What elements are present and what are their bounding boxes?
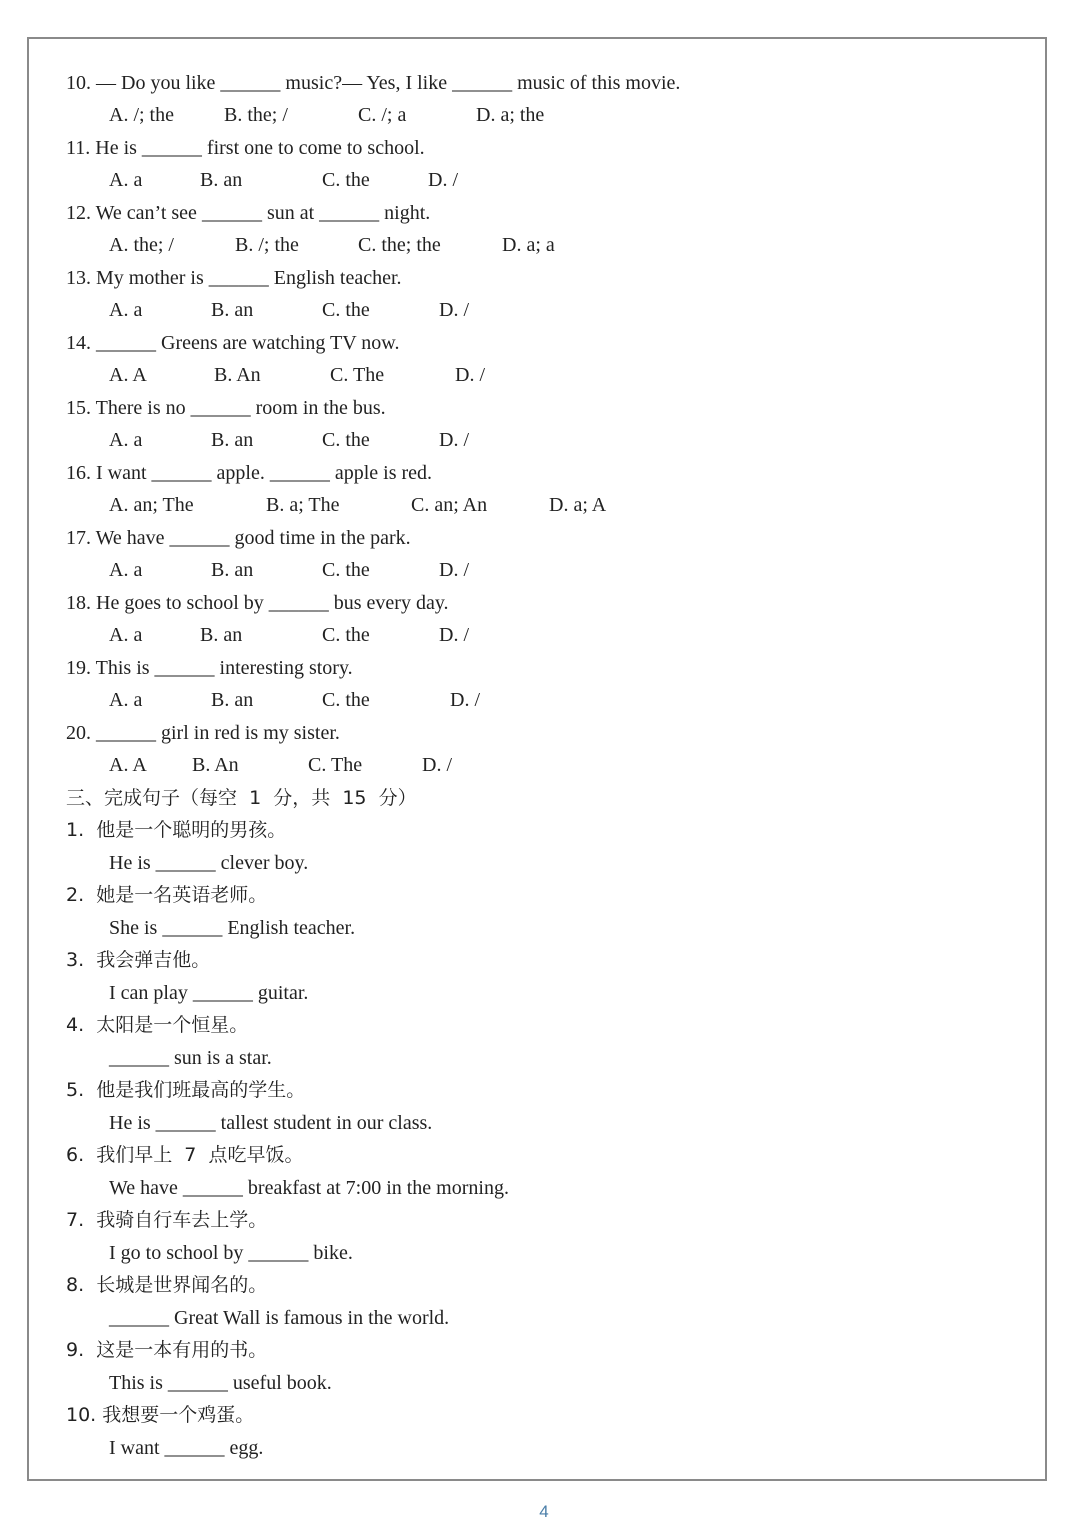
question-13-stem: 13. My mother is ______ English teacher. — [66, 267, 402, 289]
question-17-option-d: D. / — [439, 559, 469, 581]
question-19-option-b: B. an — [211, 689, 254, 711]
question-11-stem: 11. He is ______ first one to come to school. — [66, 137, 425, 159]
sentence-8-chinese: 8. 长城是世界闻名的。 — [66, 1274, 268, 1296]
question-10-option-c: C. /; a — [358, 104, 407, 126]
sentence-3-english: I can play ______ guitar. — [109, 982, 309, 1004]
question-17-stem: 17. We have ______ good time in the park. — [66, 527, 411, 549]
page-number: 4 — [539, 1502, 549, 1521]
question-10-option-a: A. /; the — [109, 104, 174, 126]
question-18-option-c: C. the — [322, 624, 370, 646]
sentence-10-english: I want ______ egg. — [109, 1437, 264, 1459]
sentence-1-english: He is ______ clever boy. — [109, 852, 309, 874]
question-15-option-c: C. the — [322, 429, 370, 451]
sentence-4-english: ______ sun is a star. — [109, 1047, 272, 1069]
question-15-option-b: B. an — [211, 429, 254, 451]
question-20-stem: 20. ______ girl in red is my sister. — [66, 722, 340, 744]
question-13-option-c: C. the — [322, 299, 370, 321]
question-12-option-a: A. the; / — [109, 234, 174, 256]
question-16-stem: 16. I want ______ apple. ______ apple is red. — [66, 462, 433, 484]
question-17-option-b: B. an — [211, 559, 254, 581]
question-14-option-d: D. / — [455, 364, 485, 386]
sentence-1-chinese: 1. 他是一个聪明的男孩。 — [66, 819, 287, 841]
question-18-stem: 18. He goes to school by ______ bus every day. — [66, 592, 449, 614]
sentence-9-chinese: 9. 这是一本有用的书。 — [66, 1339, 268, 1361]
sentence-4-chinese: 4. 太阳是一个恒星。 — [66, 1014, 249, 1036]
sentence-9-english: This is ______ useful book. — [109, 1372, 332, 1394]
sentence-2-chinese: 2. 她是一名英语老师。 — [66, 884, 268, 906]
question-14-option-b: B. An — [214, 364, 261, 386]
question-13-option-d: D. / — [439, 299, 469, 321]
question-17-option-a: A. a — [109, 559, 143, 581]
question-15-option-a: A. a — [109, 429, 143, 451]
question-16-option-d: D. a; A — [549, 494, 607, 516]
question-12-option-d: D. a; a — [502, 234, 555, 256]
sentence-8-english: ______ Great Wall is famous in the world. — [109, 1307, 450, 1329]
question-18-option-a: A. a — [109, 624, 143, 646]
question-16-option-b: B. a; The — [266, 494, 340, 516]
question-17-option-c: C. the — [322, 559, 370, 581]
question-11-option-d: D. / — [428, 169, 458, 191]
sentence-5-english: He is ______ tallest student in our class. — [109, 1112, 433, 1134]
question-19-option-a: A. a — [109, 689, 143, 711]
question-10-option-b: B. the; / — [224, 104, 288, 126]
question-11-option-b: B. an — [200, 169, 243, 191]
question-20-option-b: B. An — [192, 754, 239, 776]
question-19-option-c: C. the — [322, 689, 370, 711]
sentence-10-chinese: 10. 我想要一个鸡蛋。 — [66, 1404, 255, 1426]
question-15-option-d: D. / — [439, 429, 469, 451]
question-19-stem: 19. This is ______ interesting story. — [66, 657, 353, 679]
question-20-option-d: D. / — [422, 754, 452, 776]
question-13-option-b: B. an — [211, 299, 254, 321]
question-16-option-c: C. an; An — [411, 494, 488, 516]
question-12-stem: 12. We can’t see ______ sun at ______ night. — [66, 202, 431, 224]
question-20-option-c: C. The — [308, 754, 363, 776]
sentence-5-chinese: 5. 他是我们班最高的学生。 — [66, 1079, 306, 1101]
sentence-6-chinese: 6. 我们早上 7 点吃早饭。 — [66, 1144, 304, 1166]
question-10-option-d: D. a; the — [476, 104, 545, 126]
sentence-2-english: She is ______ English teacher. — [109, 917, 356, 939]
question-18-option-d: D. / — [439, 624, 469, 646]
question-14-option-a: A. A — [109, 364, 147, 386]
question-15-stem: 15. There is no ______ room in the bus. — [66, 397, 386, 419]
question-14-option-c: C. The — [330, 364, 385, 386]
question-12-option-b: B. /; the — [235, 234, 299, 256]
question-11-option-c: C. the — [322, 169, 370, 191]
question-20-option-a: A. A — [109, 754, 147, 776]
sentence-3-chinese: 3. 我会弹吉他。 — [66, 949, 211, 971]
section-heading: 三、完成句子（每空 1 分，共 15 分） — [66, 787, 417, 809]
question-14-stem: 14. ______ Greens are watching TV now. — [66, 332, 400, 354]
question-10-stem: 10. — Do you like ______ music?— Yes, I like ______ music of this movie. — [66, 72, 681, 94]
question-18-option-b: B. an — [200, 624, 243, 646]
question-16-option-a: A. an; The — [109, 494, 194, 516]
sentence-7-chinese: 7. 我骑自行车去上学。 — [66, 1209, 268, 1231]
sentence-7-english: I go to school by ______ bike. — [109, 1242, 353, 1264]
sentence-6-english: We have ______ breakfast at 7:00 in the morning. — [109, 1177, 509, 1199]
question-13-option-a: A. a — [109, 299, 143, 321]
question-19-option-d: D. / — [450, 689, 480, 711]
question-11-option-a: A. a — [109, 169, 143, 191]
question-12-option-c: C. the; the — [358, 234, 441, 256]
